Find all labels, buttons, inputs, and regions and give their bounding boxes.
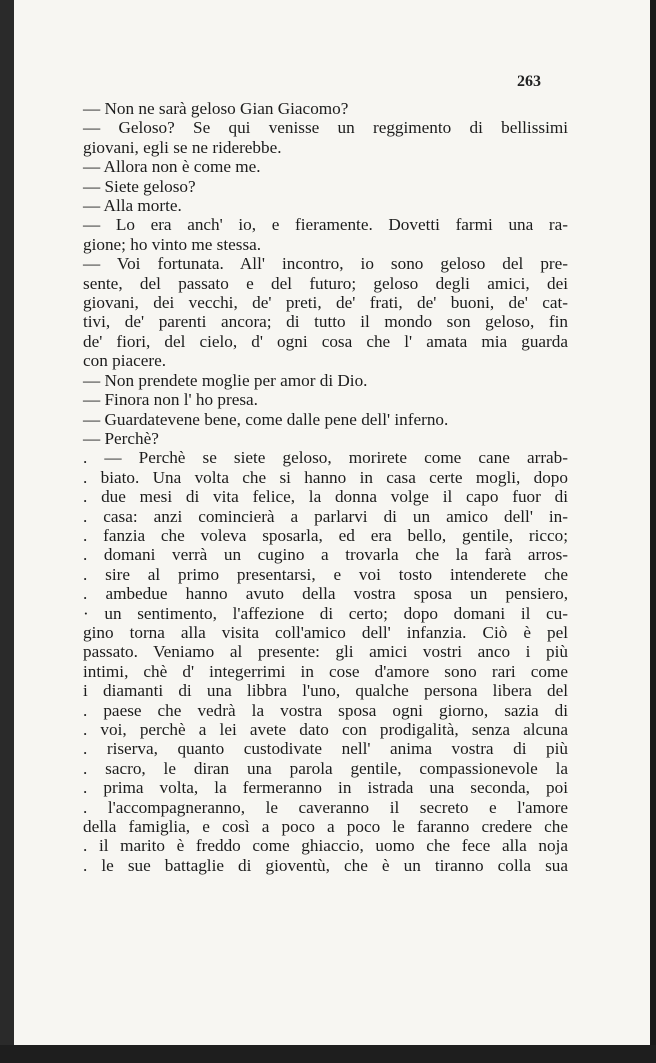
text-line: sente, del passato e del futuro; geloso degli amici, dei (83, 273, 568, 293)
text-line: — Lo era anch' io, e fieramente. Dovetti farmi una ra- (83, 215, 568, 235)
text-line: — Voi fortunata. All' incontro, io sono geloso del pre- (83, 254, 568, 274)
text-line: . domani verrà un cugino a trovarla che la farà arros- (83, 545, 568, 565)
text-line: . sacro, le diran una parola gentile, compassionevole la (83, 758, 568, 778)
text-line: gione; ho vinto me stessa. (83, 234, 262, 254)
text-line: . — Perchè se siete geloso, morirete come cane arrab- (83, 448, 568, 468)
text-line: . prima volta, la fermeranno in istrada una seconda, poi (83, 778, 568, 798)
text-line: de' fiori, del cielo, d' ogni cosa che l' amata mia guarda (83, 331, 568, 351)
text-line: — Perchè? (83, 428, 159, 448)
text-line: . ambedue hanno avuto della vostra sposa un pensiero, (83, 584, 568, 604)
text-line: — Finora non l' ho presa. (83, 390, 258, 410)
text-line: — Geloso? Se qui venisse un reggimento di bellissimi (83, 118, 568, 138)
text-line: . riserva, quanto custodivate nell' anima vostra di più (83, 739, 568, 759)
text-line: . voi, perchè a lei avete dato con prodigalità, senza alcuna (83, 720, 568, 739)
text-line: . biato. Una volta che si hanno in casa certe mogli, dopo (83, 467, 568, 487)
text-line: . il marito è freddo come ghiaccio, uomo che fece alla noja (83, 836, 568, 856)
text-line: . casa: anzi comincierà a parlarvi di un amico dell' in- (83, 506, 568, 526)
text-line: i diamanti di una libbra l'uno, qualche persona libera del (83, 681, 568, 701)
text-line: . due mesi di vita felice, la donna volge il capo fuor di (83, 487, 568, 507)
text-line: — Non prendete moglie per amor di Dio. (83, 370, 368, 390)
text-line: — Siete geloso? (83, 176, 196, 196)
text-line: · un sentimento, l'affezione di certo; dopo domani il cu- (83, 603, 568, 623)
text-line: — Allora non è come me. (83, 157, 261, 177)
book-spine-shadow (0, 0, 14, 1063)
page-number: 263 (517, 73, 541, 90)
text-line: . le sue battaglie di gioventù, che è un tiranno colla sua (83, 855, 568, 875)
text-line: giovani, dei vecchi, de' preti, de' frati, de' buoni, de' cat- (83, 293, 568, 313)
page-bottom-shadow (0, 1045, 656, 1063)
text-line: . l'accompagneranno, le caveranno il secreto e l'amore (83, 797, 568, 817)
text-line: della famiglia, e così a poco a poco le faranno credere che (83, 817, 568, 837)
text-line: con piacere. (83, 351, 167, 371)
text-line: . fanzia che voleva sposarla, ed era bello, gentile, ricco; (83, 525, 568, 545)
text-line: . paese che vedrà la vostra sposa ogni giorno, sazia di (83, 700, 568, 720)
text-line: — Guardatevene bene, come dalle pene dell' inferno. (83, 409, 449, 429)
text-line: . sire al primo presentarsi, e voi tosto intenderete che (83, 564, 568, 584)
text-line: giovani, egli se ne riderebbe. (83, 137, 282, 157)
text-line: — Alla morte. (83, 196, 182, 216)
page-body-text (83, 99, 568, 875)
text-line: passato. Veniamo al presente: gli amici vostri anco i più (83, 642, 568, 662)
text-line: intimi, chè d' integerrimi in cose d'amore sono rari come (83, 661, 568, 681)
text-line: — Non ne sarà geloso Gian Giacomo? (83, 99, 349, 118)
text-line: gino torna alla visita coll'amico dell' infanzia. Ciò è pel (83, 622, 568, 642)
text-line: tivi, de' parenti ancora; di tutto il mondo son geloso, fin (83, 312, 568, 332)
